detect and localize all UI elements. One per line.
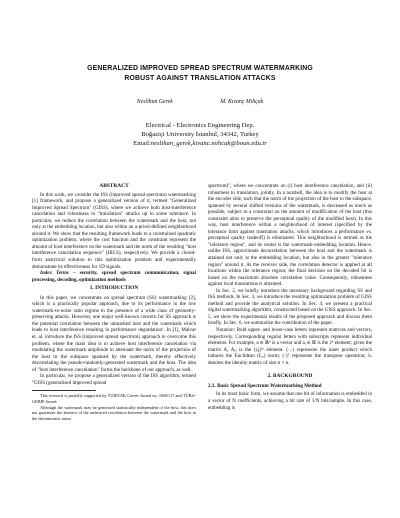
- university: Boğaziçi University İstanbul, 34342, Turkey: [141, 131, 259, 139]
- title-line-2: ROBUST AGAINST TRANSLATION ATTACKS: [124, 74, 276, 82]
- intro-paragraph-1: In this paper, we concentrate on spread spectrum (SS) watermarking [2], which is a practically popular approach, due to its performance in the low watermark-to-noise ratio regime in the presence of a wide class of geometry-preserving attacks. However, one major well-known concern for SS approach is the potential correlation between the unmarked host and the watermark which leads to host interference resulting in performance degradation¹. In [1], Malvar et. al. introduce the ISS (improved spread spectrum) approach to overcome this problem, where the main idea is to achieve host interference cancelation via modulating the watermark amplitude to attenuate the norm of the projection of the host to the subspace spanned by the watermark, thereby effectively decorrelating the pseudo-randomly-generated watermark and the host. The idea of "host interference cancelation" forms the backbone of our approach, as well.: [32, 294, 196, 373]
- email-label: Email:: [133, 140, 151, 148]
- intro-paragraph-2: In particular, we propose a generalized version of the ISS algorithm, termed "GISS (generalized improved spread: [32, 373, 196, 386]
- right-paragraph-4: In its most basic form, we assume that one bit of information is embedded in a vector of N coefficients, achieving a bit rate of 1/N bits/sample. In this case, embedding is: [208, 391, 372, 411]
- title-line-1: GENERALIZED IMPROVED SPREAD SPECTRUM WATERMARKING: [87, 65, 313, 72]
- email-address: neslihan_gerek,kivanc.mihcak@boun.edu.tr: [150, 140, 267, 148]
- department: Electrical - Electronics Engineering Dep.: [145, 122, 255, 129]
- section-1-heading: 1. INTRODUCTION: [89, 285, 139, 292]
- spacer: [208, 366, 372, 371]
- footnote-rule: [32, 390, 96, 391]
- right-paragraph-1: spectrum)", where we concentrate on (i) host interference cancelation, and (ii) robustness to translation, jointly. In a nutshell, the idea is to modify the host at the encoder side, such that the norm of the projection of the host to the subspace, spanned by several shifted versions of the watermark, is decreased as much as possible, subject to a constraint on the amount of modification of the host (this constraint aims to preserve the perceptual quality of the modified host). In this way, host interference within a neighborhood of interest (specified by the tolerance limit against translation attacks, which introduces a performance vs. perceptual quality tradeoff) is eliminated. This neighborhood is termed as the "tolerance region", and its center is the watermark-embedding location. Hence, unlike ISS, approximate decorrelation between the host and the watermark is attained not only at the embedding location, but also in the greater "tolerance region" around it. At the receiver side, the correlation detector is applied at all locations within the tolerance region; the final decision on the decoded bit is based on the maximum absolute correlation value. Consequently, robustness against local translations is obtained.: [208, 183, 372, 288]
- email-line: [0, 139, 400, 148]
- author-2: M. Kıvanç Mıhçak: [220, 99, 264, 105]
- subsection-2-1-heading: 2.1. Basic Spread Spectrum Watermarking Method: [208, 382, 322, 389]
- left-column: [32, 183, 196, 421]
- abstract-heading: ABSTRACT: [99, 183, 129, 189]
- index-terms-list: – security, spread spectrum communication, signal processing, decoding, optimization methods: [32, 270, 196, 283]
- author-list: [0, 99, 400, 105]
- notation-paragraph: Notation: Bold upper- and lower-case letters represent matrices and vectors, respectively. Corresponding regular letters with subscripts represent individual elements. For example, a ∈ ℝⁿ is a vector and aᵢ ∈ ℝ is the iᵗʰ element; given the matrix A, Aᵢⱼ is the (i,j)ᵗʰ element. (·,·) represents the inner product which induces the Euclidean (L₂) norm; (·)ᵀ represents the transpose operation; Iₙ denotes the identity matrix of size n × n.: [208, 327, 372, 366]
- footnote-1: This research is partially supported by TÜBİTAK Career Award no. 106E117 and TÜBA-GEBIP Award.: [32, 393, 196, 404]
- footnote-2: Although the watermark may be generated statistically independent of the host, this does not guarantee the absence of the undesired correlation between the watermark and the host in the deterministic sense.: [32, 404, 196, 421]
- index-terms: [32, 270, 196, 283]
- index-terms-label: Index Terms: [40, 270, 69, 277]
- section-2-heading: 2. BACKGROUND: [267, 373, 313, 380]
- abstract-text: In this work, we consider the ISS (improved spread spectrum) watermarking [1] framework, and propose a generalized version of it, termed "Generalized Improved Spread Spectrum" (GISS), where we achieve both host-interference cancelation and robustness to "translation" attacks up to some tolerance. In particular, we reduce the correlation between the watermark and the host, not only at the embedding location, but also within an a-priori-defined neighborhood around it. We show that the resulting framework leads to a constrained quadratic optimization problem, where the cost function and the constraint represent the amount of host interference on the watermark and the norm of the resulting "host interference cancelation sequence" (HICS), respectively. We provide a closed-form analytical solution to this optimization problem and experimentally demonstrate its effectiveness for 1D signals.: [32, 191, 196, 270]
- author-1: Neslihan Gerek: [136, 99, 173, 105]
- right-column: [208, 183, 372, 411]
- affiliation: [0, 121, 400, 149]
- paper-title: [30, 64, 370, 83]
- right-paragraph-2: In Sec. 2, we briefly introduce the necessary background regarding SS and ISS methods. In Sec. 3, we introduce the resulting optimization problem of GISS method and provide the analytical solution. In Sec. 4, we present a practical digital watermarking algorithm, constructed based on the GISS approach. In Sec. 5, we show the experimental results of the proposed approach and discuss them briefly. In Sec. 6, we summarize the contribution of the paper.: [208, 287, 372, 327]
